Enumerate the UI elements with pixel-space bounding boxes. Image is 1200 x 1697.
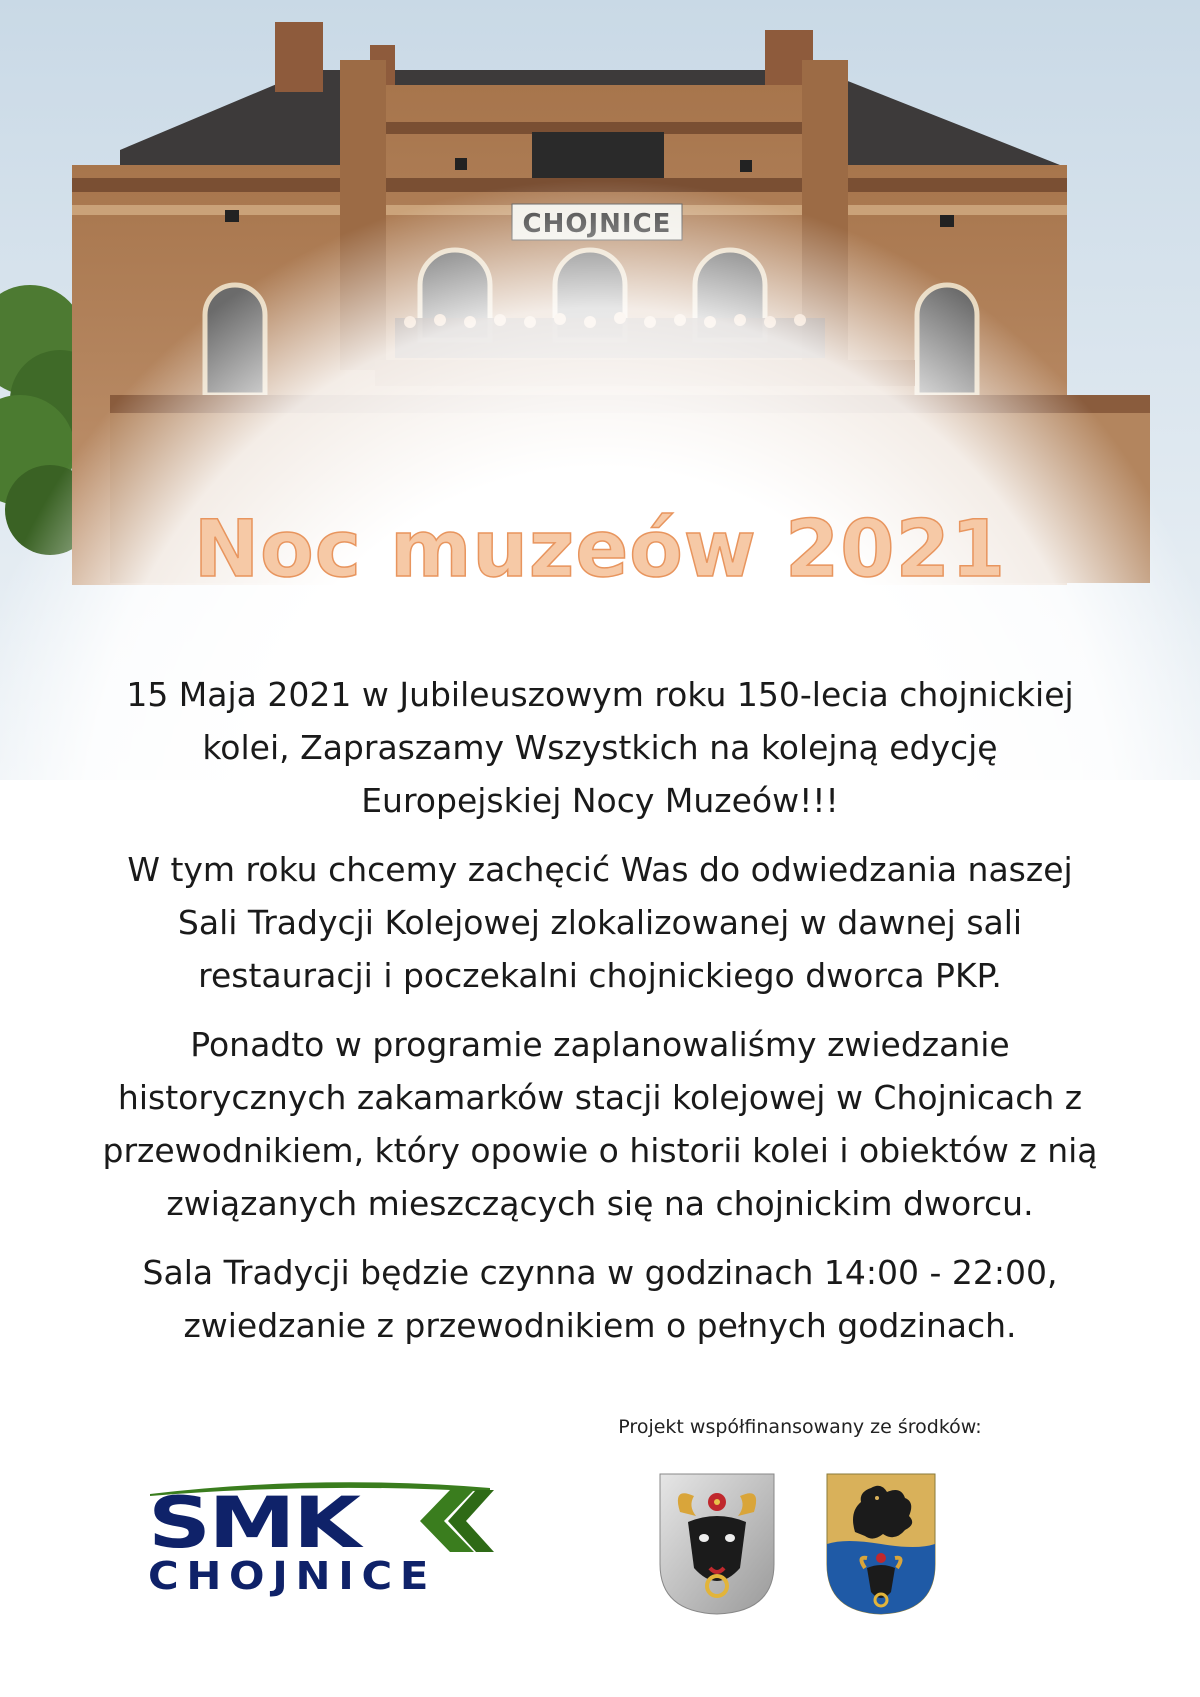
event-description (100, 668, 1100, 1368)
logo-smk-text: SMK (148, 1482, 359, 1564)
bull-head-crest-icon (658, 1472, 776, 1620)
hero-photo (0, 0, 1200, 780)
paragraph-invitation: 15 Maja 2021 w Jubileuszowym roku 150-lecia chojnickiej kolei, Zapraszamy Wszystkich na kolejną edycję Europejskiej Nocy Muzeów!!! (126, 675, 1074, 820)
paragraph-hall: W tym roku chcemy zachęcić Was do odwiedzania naszej Sali Tradycji Kolejowej zlokalizowanej w dawnej sali restauracji i poczekalni chojnickiego dworca PKP. (127, 850, 1073, 995)
smk-chojnice-logo (140, 1478, 500, 1598)
funding-note: Projekt współfinansowany ze środków: (618, 1416, 982, 1438)
page-title: Noc muzeów 2021 (193, 505, 1007, 595)
logo-chojnice-text: CHOJNICE (148, 1554, 437, 1598)
paragraph-program: Ponadto w programie zaplanowaliśmy zwiedzanie historycznych zakamarków stacji kolejowej w Chojnicach z przewodnikiem, który opowie o historii kolei i obiektów z nią związanych mieszczących się na chojnickim dworcu. (102, 1025, 1098, 1223)
griffin-crest-icon (825, 1472, 937, 1620)
paragraph-hours: Sala Tradycji będzie czynna w godzinach 14:00 - 22:00, zwiedzanie z przewodnikiem o pełnych godzinach. (142, 1253, 1058, 1345)
logo-chevrons-icon (410, 1490, 494, 1552)
